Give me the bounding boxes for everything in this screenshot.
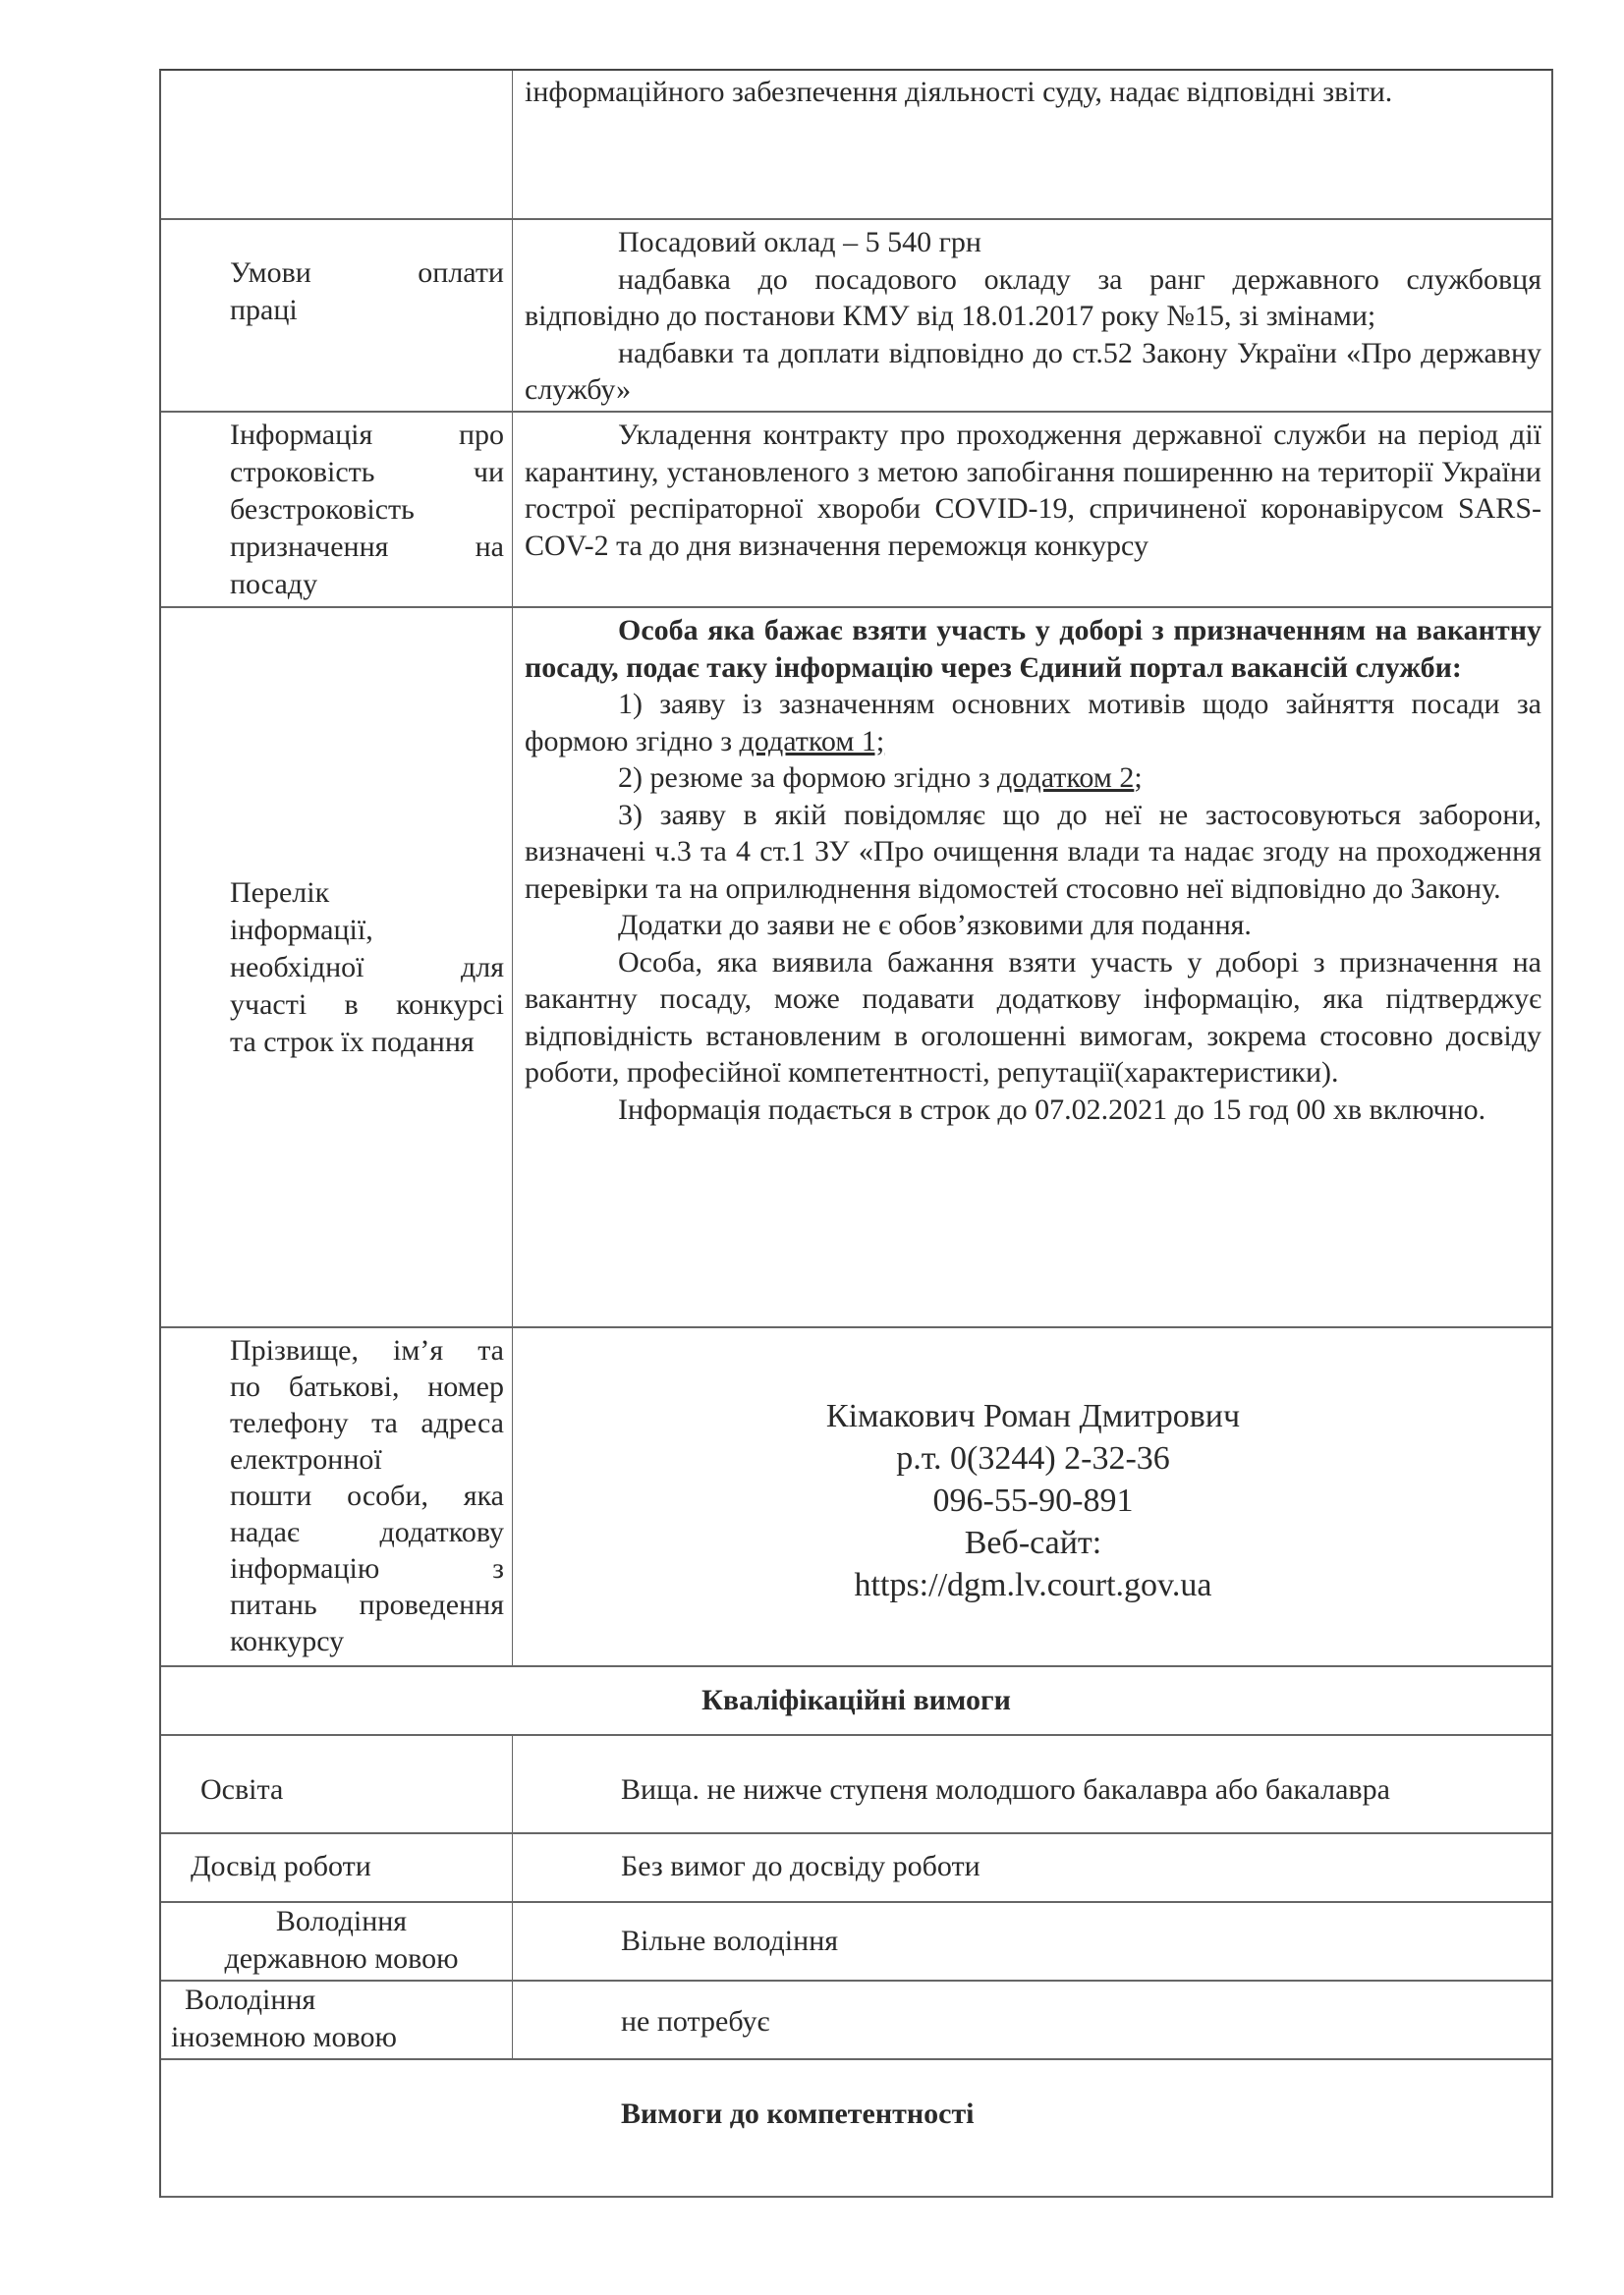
state-language-value: Вільне володіння	[621, 1925, 839, 1957]
item-1-text: 1) заяву із зазначенням основних мотивів щодо зайняття посади за формою згідно з	[525, 688, 1541, 757]
label-line: участі в конкурсі	[230, 987, 504, 1021]
row-value	[513, 413, 1551, 606]
label-line: державною мовою	[224, 1942, 459, 1975]
experience-label: Досвід роботи	[191, 1850, 371, 1882]
label-line: праці	[230, 294, 298, 326]
row-label	[161, 1982, 513, 2058]
row-pay-conditions	[161, 220, 1551, 413]
label-line: надає додаткову	[230, 1516, 504, 1548]
label-line: необхідної для	[230, 950, 504, 983]
qual-row-education	[161, 1736, 1551, 1834]
label-line: Перелік	[230, 875, 330, 909]
row-label	[161, 71, 513, 218]
deadline-text: Інформація подається в строк до 07.02.2021 до 15 год 00 хв включно.	[618, 1092, 1486, 1126]
item-2-end: ;	[1134, 761, 1143, 794]
competence-header: Вимоги до компетентності	[621, 2098, 975, 2130]
appendix-2-link[interactable]: додатком 2	[997, 761, 1135, 794]
label-line: телефону та адреса	[230, 1407, 504, 1439]
label-line: Прізвище, ім’я та	[230, 1334, 504, 1367]
row-term-info	[161, 413, 1551, 608]
row-label	[161, 608, 513, 1326]
item-2	[525, 759, 1541, 797]
appendix-1-link[interactable]: додатком 1;	[739, 724, 885, 757]
foreign-language-value: не потребує	[621, 2005, 770, 2038]
row-label	[161, 1834, 513, 1901]
label-line: пошти особи, яка	[230, 1480, 504, 1512]
row-label	[161, 1328, 513, 1665]
row-value	[513, 71, 1551, 218]
label-line: електронної	[230, 1443, 382, 1476]
label-line: конкурсу	[230, 1625, 345, 1657]
appendix-note: Додатки до заяви не є обов’язковими для подання.	[618, 909, 1252, 941]
qualification-header: Кваліфікаційні вимоги	[701, 1684, 1011, 1716]
row-contact-person	[161, 1328, 1551, 1667]
row-value	[513, 1328, 1551, 1665]
row-value	[513, 1834, 1551, 1901]
duties-continuation-text: інформаційного забезпечення діяльності суду, надає відповідні звіти.	[525, 76, 1393, 108]
education-label: Освіта	[200, 1773, 284, 1806]
extra-pay-text: надбавки та доплати відповідно до ст.52 Закону України «Про державну службу»	[525, 336, 1541, 406]
website-label: Веб-сайт:	[964, 1525, 1102, 1561]
row-value	[513, 1903, 1551, 1980]
row-label	[161, 220, 513, 411]
contract-term-text: Укладення контракту про проходження державної служби на період дії карантину, установленого з метою запобігання поширенню на території України гострої респіраторної хвороби COVID-19, спричиненої коронавірусом SARS-COV-2 та до дня визначення переможця конкурсу	[525, 419, 1541, 562]
label-line: безстроковість	[230, 493, 415, 526]
rank-bonus-text: надбавка до посадового окладу за ранг державного службовця відповідно до постанови КМУ від 18.01.2017 року №15, зі змінами;	[525, 262, 1541, 332]
label-line: по батькові, номер	[230, 1371, 504, 1403]
label-line: Інформація про	[230, 419, 504, 451]
row-duties-continuation	[161, 71, 1551, 220]
label-line: посаду	[230, 568, 318, 600]
label-line: іноземною мовою	[171, 2021, 397, 2053]
item-1	[525, 686, 1541, 759]
label-line: та строк їх подання	[230, 1025, 475, 1058]
salary-text: Посадовий оклад – 5 540 грн	[618, 226, 981, 258]
label-line: строковість чи	[230, 456, 504, 488]
row-label	[161, 1736, 513, 1832]
website-link[interactable]: https://dgm.lv.court.gov.ua	[854, 1567, 1212, 1603]
row-value	[513, 1982, 1551, 2058]
item-2-text: 2) резюме за формою згідно з	[618, 761, 998, 794]
additional-info-text: Особа, яка виявила бажання взяти участь у доборі з призначення на вакантну посаду, може подавати додаткову інформацію, яка підтверджує відповідність встановленим в оголошенні вимогам, зокрема стосовно досвіду роботи, професійної компетентності, репутації(характеристики).	[525, 945, 1541, 1089]
vacancy-table	[159, 69, 1553, 2198]
row-required-documents	[161, 608, 1551, 1328]
mobile-phone: 096-55-90-891	[932, 1483, 1134, 1519]
contact-name: Кімакович Роман Дмитрович	[825, 1398, 1241, 1434]
row-value	[513, 608, 1551, 1326]
qual-row-experience	[161, 1834, 1551, 1903]
row-value	[513, 1736, 1551, 1832]
label-line: Володіння	[185, 1984, 316, 2016]
label-line: Умови оплати	[230, 256, 504, 289]
work-phone: р.т. 0(3244) 2-32-36	[896, 1440, 1170, 1477]
label-line: Володіння	[275, 1905, 408, 1937]
row-label	[161, 413, 513, 606]
row-value	[513, 220, 1551, 411]
qual-row-foreign-language	[161, 1982, 1551, 2060]
experience-value: Без вимог до досвіду роботи	[621, 1850, 980, 1882]
education-value: Вища. не нижче ступеня молодшого бакалавра або бакалавра	[621, 1773, 1390, 1806]
row-label	[161, 1903, 513, 1980]
label-line: інформацію з	[230, 1552, 504, 1585]
qual-row-state-language	[161, 1903, 1551, 1982]
submission-intro: Особа яка бажає взяти участь у доборі з призначенням на вакантну посаду, подає таку інформацію через Єдиний портал вакансій служби:	[525, 614, 1541, 684]
qualification-header-row	[161, 1667, 1551, 1736]
item-3: 3) заяву в якій повідомляє що до неї не застосовуються заборони, визначені ч.3 та 4 ст.1 ЗУ «Про очищення влади та надає згоду на проходження перевірки та на оприлюднення відомостей стосовно неї відповідно до Закону.	[525, 798, 1541, 905]
competence-header-row	[161, 2060, 1551, 2198]
label-line: призначення на	[230, 531, 504, 563]
label-line: питань проведення	[230, 1589, 504, 1621]
label-line: інформації,	[230, 913, 373, 946]
